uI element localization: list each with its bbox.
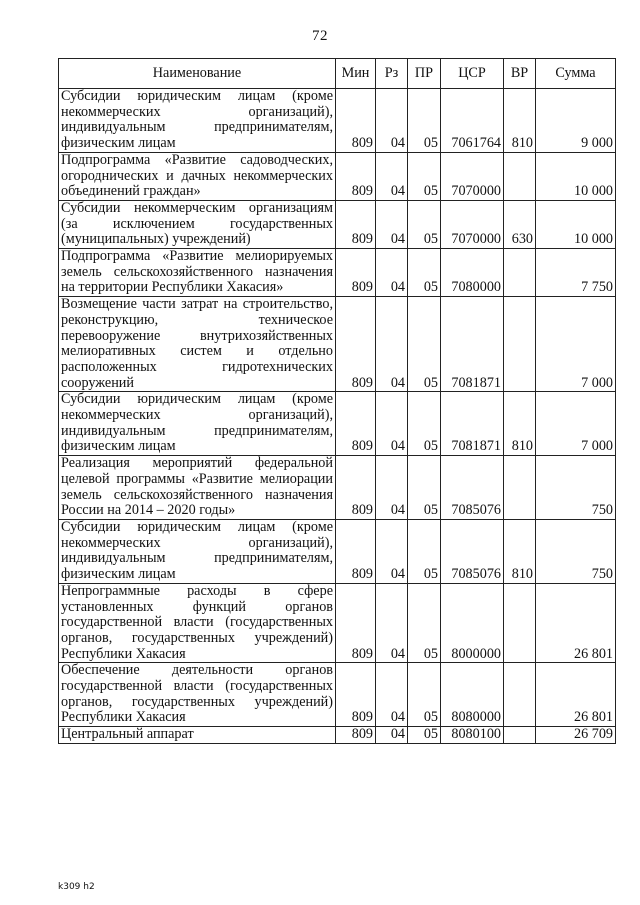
budget-table bbox=[58, 58, 616, 744]
cell-sum: 9 000 bbox=[536, 89, 616, 153]
cell-min: 809 bbox=[336, 89, 376, 153]
cell-csr: 7061764 bbox=[441, 89, 504, 153]
cell-pr: 05 bbox=[408, 519, 441, 583]
cell-vr bbox=[504, 727, 536, 744]
cell-pr: 05 bbox=[408, 200, 441, 248]
cell-min: 809 bbox=[336, 519, 376, 583]
cell-name: Обеспечение деятельности органов государственной власти (государственных органов, государственных учреждений) Республики Хакасия bbox=[59, 663, 336, 727]
cell-pr: 05 bbox=[408, 663, 441, 727]
cell-vr bbox=[504, 456, 536, 520]
cell-vr bbox=[504, 297, 536, 392]
cell-rz: 04 bbox=[376, 200, 408, 248]
cell-pr: 05 bbox=[408, 297, 441, 392]
cell-name: Подпрограмма «Развитие садоводческих, огороднических и дачных некоммерческих объединений граждан» bbox=[59, 152, 336, 200]
cell-rz: 04 bbox=[376, 519, 408, 583]
cell-pr: 05 bbox=[408, 249, 441, 297]
table-row bbox=[59, 727, 616, 744]
table-row bbox=[59, 663, 616, 727]
cell-rz: 04 bbox=[376, 152, 408, 200]
cell-vr bbox=[504, 249, 536, 297]
cell-pr: 05 bbox=[408, 392, 441, 456]
cell-sum: 26 709 bbox=[536, 727, 616, 744]
cell-vr: 630 bbox=[504, 200, 536, 248]
cell-rz: 04 bbox=[376, 456, 408, 520]
table-body bbox=[59, 89, 616, 744]
cell-min: 809 bbox=[336, 392, 376, 456]
cell-min: 809 bbox=[336, 727, 376, 744]
header-name: Наименование bbox=[59, 59, 336, 89]
header-min: Мин bbox=[336, 59, 376, 89]
table-row bbox=[59, 249, 616, 297]
cell-name: Возмещение части затрат на строительство, реконструкцию, техническое перевооружение внутрихозяйственных мелиоративных систем и отдельно расположенных гидротехнических сооружений bbox=[59, 297, 336, 392]
cell-sum: 7 000 bbox=[536, 297, 616, 392]
cell-sum: 750 bbox=[536, 456, 616, 520]
cell-vr: 810 bbox=[504, 519, 536, 583]
cell-pr: 05 bbox=[408, 152, 441, 200]
cell-rz: 04 bbox=[376, 249, 408, 297]
cell-sum: 26 801 bbox=[536, 583, 616, 663]
cell-csr: 7080000 bbox=[441, 249, 504, 297]
cell-pr: 05 bbox=[408, 456, 441, 520]
page-number: 72 bbox=[312, 28, 328, 44]
table-row bbox=[59, 200, 616, 248]
cell-rz: 04 bbox=[376, 583, 408, 663]
table-row bbox=[59, 89, 616, 153]
cell-csr: 7070000 bbox=[441, 152, 504, 200]
cell-min: 809 bbox=[336, 583, 376, 663]
cell-sum: 7 750 bbox=[536, 249, 616, 297]
cell-csr: 7081871 bbox=[441, 297, 504, 392]
cell-csr: 7070000 bbox=[441, 200, 504, 248]
header-vr: ВР bbox=[504, 59, 536, 89]
cell-name: Субсидии некоммерческим организациям (за исключением государственных (муниципальных) учреждений) bbox=[59, 200, 336, 248]
cell-sum: 10 000 bbox=[536, 200, 616, 248]
cell-name: Непрограммные расходы в сфере установленных функций органов государственной власти (государственных органов, государственных учреждений) Республики Хакасия bbox=[59, 583, 336, 663]
cell-rz: 04 bbox=[376, 89, 408, 153]
cell-sum: 750 bbox=[536, 519, 616, 583]
table-row bbox=[59, 392, 616, 456]
cell-vr: 810 bbox=[504, 89, 536, 153]
cell-pr: 05 bbox=[408, 89, 441, 153]
cell-min: 809 bbox=[336, 152, 376, 200]
cell-name: Подпрограмма «Развитие мелиорируемых земель сельскохозяйственного назначения на территории Республики Хакасия» bbox=[59, 249, 336, 297]
cell-sum: 10 000 bbox=[536, 152, 616, 200]
cell-csr: 7085076 bbox=[441, 519, 504, 583]
cell-min: 809 bbox=[336, 200, 376, 248]
cell-csr: 8000000 bbox=[441, 583, 504, 663]
cell-min: 809 bbox=[336, 663, 376, 727]
cell-csr: 8080100 bbox=[441, 727, 504, 744]
cell-min: 809 bbox=[336, 249, 376, 297]
cell-name: Субсидии юридическим лицам (кроме некоммерческих организаций), индивидуальным предпринимателям, физическим лицам bbox=[59, 89, 336, 153]
cell-name: Субсидии юридическим лицам (кроме некоммерческих организаций), индивидуальным предпринимателям, физическим лицам bbox=[59, 519, 336, 583]
cell-sum: 26 801 bbox=[536, 663, 616, 727]
cell-vr: 810 bbox=[504, 392, 536, 456]
table-row bbox=[59, 456, 616, 520]
header-pr: ПР bbox=[408, 59, 441, 89]
cell-vr bbox=[504, 152, 536, 200]
cell-rz: 04 bbox=[376, 392, 408, 456]
cell-min: 809 bbox=[336, 297, 376, 392]
cell-rz: 04 bbox=[376, 663, 408, 727]
cell-csr: 7081871 bbox=[441, 392, 504, 456]
header-rz: Рз bbox=[376, 59, 408, 89]
cell-vr bbox=[504, 663, 536, 727]
cell-pr: 05 bbox=[408, 727, 441, 744]
table-row bbox=[59, 519, 616, 583]
cell-rz: 04 bbox=[376, 727, 408, 744]
cell-pr: 05 bbox=[408, 583, 441, 663]
table-row bbox=[59, 152, 616, 200]
table-header-row bbox=[59, 59, 616, 89]
footer-code: k309 h2 bbox=[58, 882, 95, 892]
header-sum: Сумма bbox=[536, 59, 616, 89]
table-row bbox=[59, 297, 616, 392]
header-csr: ЦСР bbox=[441, 59, 504, 89]
cell-name: Центральный аппарат bbox=[59, 727, 336, 744]
cell-name: Реализация мероприятий федеральной целевой программы «Развитие мелиорации земель сельскохозяйственного назначения России на 2014 – 2020 годы» bbox=[59, 456, 336, 520]
cell-sum: 7 000 bbox=[536, 392, 616, 456]
table-row bbox=[59, 583, 616, 663]
cell-name: Субсидии юридическим лицам (кроме некоммерческих организаций), индивидуальным предпринимателям, физическим лицам bbox=[59, 392, 336, 456]
cell-min: 809 bbox=[336, 456, 376, 520]
cell-csr: 8080000 bbox=[441, 663, 504, 727]
cell-rz: 04 bbox=[376, 297, 408, 392]
cell-vr bbox=[504, 583, 536, 663]
cell-csr: 7085076 bbox=[441, 456, 504, 520]
